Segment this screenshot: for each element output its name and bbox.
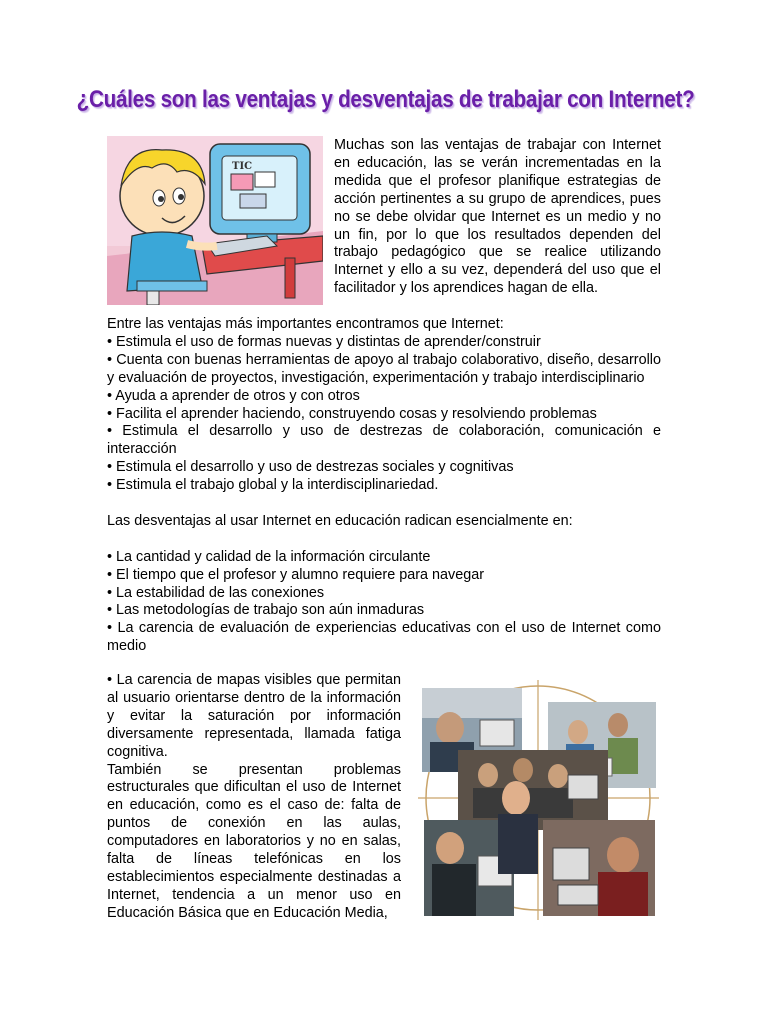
narrow-column (107, 672, 401, 923)
tic-label: TIC (232, 161, 253, 172)
list-item: • La estabilidad de las conexiones (107, 584, 325, 601)
list-item: • La cantidad y calidad de la información circulante (107, 548, 431, 565)
child-computer-illustration (107, 136, 323, 305)
list-item: • Facilita el aprender haciendo, construyendo cosas y resolviendo problemas (107, 405, 597, 422)
classroom-photo-collage (418, 680, 659, 920)
list-item: • Ayuda a aprender de otros y con otros (107, 387, 360, 404)
intro-paragraph: Muchas son las ventajas de trabajar con Internet en educación, las se verán incrementadas en la medida que el profesor planifique estrategias de acción pertinentes a su grupo de aprendices, pues no se debe olvidar que Internet es un medio y no un fin, por lo que los resultados dependen del trabajo pedagógico que se realice utilizando Internet y ello a su vez, dependerá del uso que el facilitador y los aprendices hagan de ella. (334, 137, 661, 297)
list-item: • Estimula el uso de formas nuevas y distintas de aprender/construir (107, 333, 541, 350)
page-title: ¿Cuáles son las ventajas y desventajas de trabajar con Internet? (76, 86, 695, 113)
list-item: • Estimula el trabajo global y la interdisciplinariedad. (107, 477, 439, 494)
closing-paragraph: También se presentan problemas estructurales que dificultan el uso de Internet en educación, como es el caso de: falta de puntos de conexión en las aulas, computadores en laboratorios y no en salas, falta de líneas telefónicas en los establecimientos especialmente destinadas a Internet, tendencia a un menor uso en Educación Básica que en Educación Media, (107, 761, 401, 921)
disadvantages-intro: Las desventajas al usar Internet en educación radican esencialmente en: (107, 512, 573, 529)
list-item: • Estimula el desarrollo y uso de destrezas de colaboración, comunicación e interacción (107, 423, 661, 458)
main-text (107, 316, 661, 656)
list-item: • Las metodologías de trabajo son aún inmaduras (107, 602, 425, 619)
list-item: • El tiempo que el profesor y alumno requiere para navegar (107, 566, 485, 583)
list-item: • La carencia de evaluación de experiencias educativas con el uso de Internet como medio (107, 620, 661, 655)
list-item: • Cuenta con buenas herramientas de apoyo al trabajo colaborativo, diseño, desarrollo y evaluación de proyectos, investigación, experimentación y trabajo interdisciplinario (107, 351, 661, 386)
list-item: • La carencia de mapas visibles que permitan al usuario orientarse dentro de la información y evitar la saturación por información diversamente representada, llamada fatiga cognitiva. (107, 672, 401, 760)
list-item: • Estimula el desarrollo y uso de destrezas sociales y cognitivas (107, 459, 514, 476)
advantages-intro: Entre las ventajas más importantes encontramos que Internet: (107, 316, 504, 332)
